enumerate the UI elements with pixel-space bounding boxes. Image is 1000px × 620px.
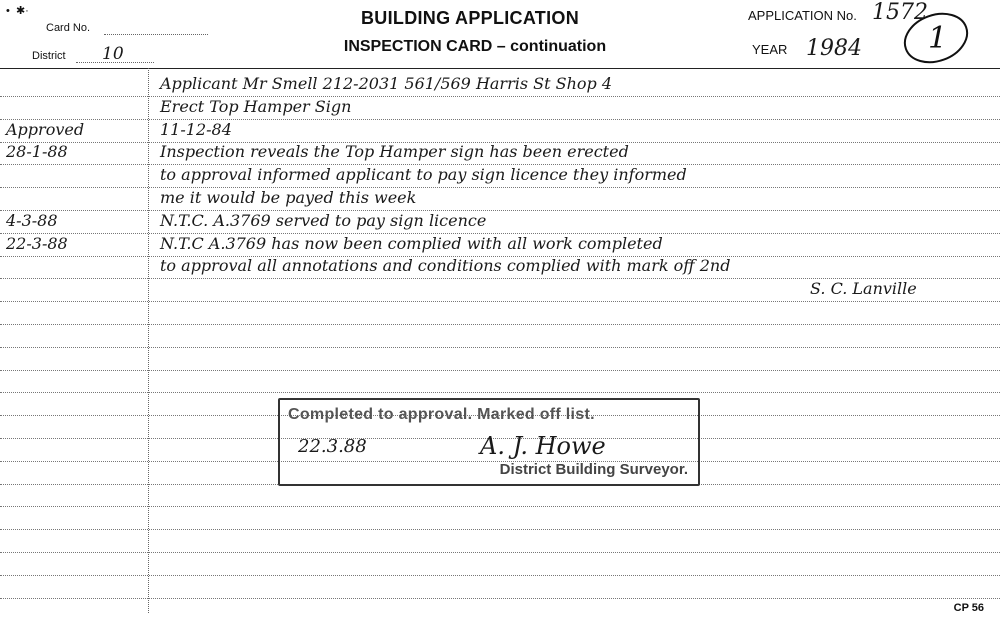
header-mark: • ✱· [6, 5, 29, 17]
stamp-date: 22.3.88 [298, 436, 367, 457]
application-no-value: 1572 [872, 0, 928, 25]
form-code: CP 56 [953, 602, 984, 614]
ruled-line [0, 370, 1000, 371]
circled-number-mark [900, 8, 972, 64]
entry-text: N.T.C A.3769 has now been complied with all work completed [160, 233, 663, 253]
form-title: BUILDING APPLICATION [361, 8, 579, 28]
ruled-line [0, 598, 1000, 599]
ruled-line [0, 552, 1000, 553]
application-no-label: APPLICATION No. [748, 8, 857, 23]
year-label: YEAR [752, 42, 788, 57]
entry-text: N.T.C. A.3769 served to pay sign licence [160, 210, 487, 230]
entry-date: 4-3-88 [6, 210, 58, 230]
circled-number: 1 [928, 21, 948, 56]
entry-text: Erect Top Hamper Sign [160, 96, 352, 116]
card-no-label: Card No. [46, 22, 91, 34]
stamp-signature: A. J. Howe [480, 432, 606, 460]
entry-date: 28-1-88 [6, 142, 68, 162]
stamp-line1: Completed to approval. Marked off list. [288, 406, 595, 423]
margin-line [148, 68, 149, 613]
year-value: 1984 [806, 36, 862, 61]
ruled-line [0, 392, 1000, 393]
ruled-line [0, 347, 1000, 348]
ruled-line [0, 575, 1000, 576]
ruled-line [0, 119, 1000, 120]
completion-stamp [278, 398, 700, 486]
entry-text: to approval all annotations and conditions complied with mark off 2nd [160, 256, 731, 276]
ruled-line [0, 96, 1000, 97]
entry-date: Approved [6, 119, 85, 139]
ruled-line [0, 301, 1000, 302]
header-rule [0, 68, 1000, 69]
entry-text: 11-12-84 [160, 119, 232, 139]
entry-text: me it would be payed this week [160, 188, 417, 207]
stamp-line3: District Building Surveyor. [499, 461, 688, 478]
entry-text: Applicant Mr Smell 212-2031 561/569 Harris St Shop 4 [160, 74, 613, 93]
ruled-line [0, 529, 1000, 530]
ruled-line [0, 506, 1000, 507]
form-subtitle: INSPECTION CARD – continuation [343, 38, 607, 55]
ruled-line [0, 324, 1000, 325]
entry-text: to approval informed applicant to pay sign licence they informed [160, 165, 687, 185]
card-no-field [104, 34, 208, 35]
entry-text: S. C. Lanville [810, 279, 917, 299]
entry-date: 22-3-88 [6, 233, 68, 253]
district-label: District [32, 50, 66, 62]
district-value: 10 [102, 44, 124, 64]
entry-text: Inspection reveals the Top Hamper sign has been erected [160, 142, 629, 162]
ruled-line [0, 187, 1000, 188]
ruled-line [0, 210, 1000, 211]
